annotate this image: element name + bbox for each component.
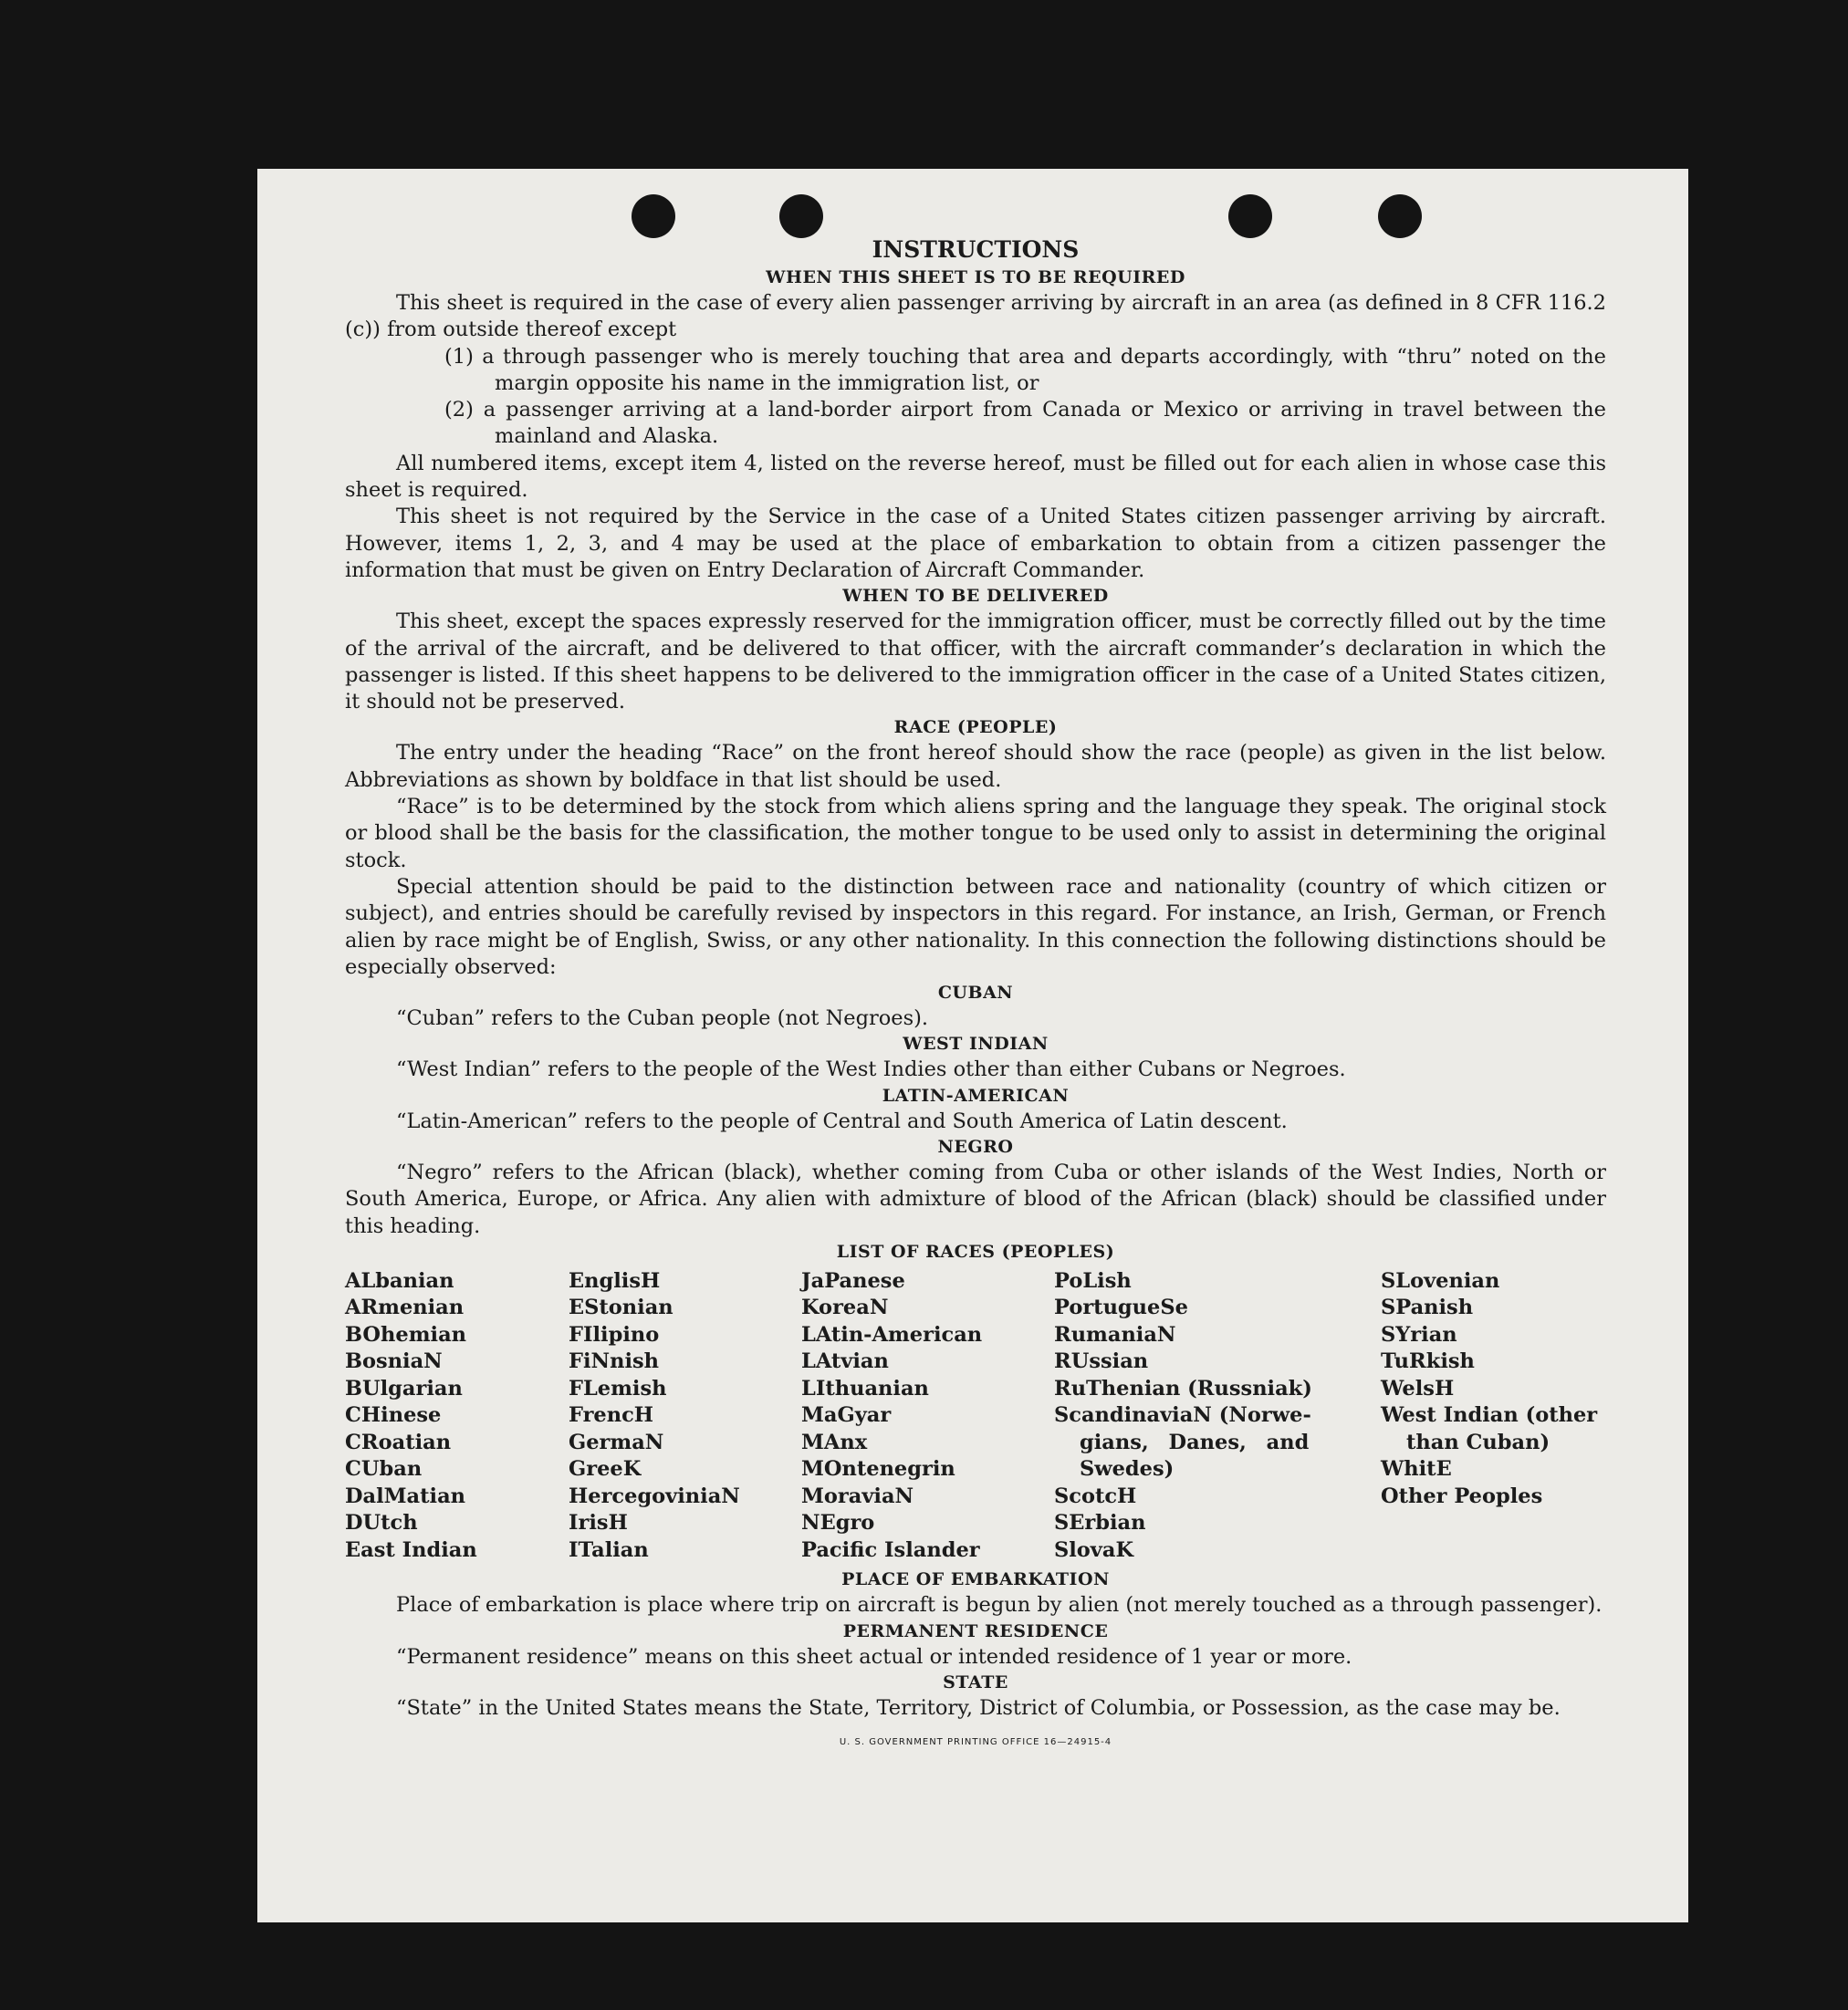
paragraph: “Race” is to be determined by the stock from which aliens spring and the language they speak. The original stock or blood shall be the basis for the classification, the mother tongue to be used only to assist in determining the original stock. <box>345 795 1606 872</box>
race-entry: PortugueSe <box>1054 1296 1188 1320</box>
section-heading: NEGRO <box>937 1137 1014 1158</box>
page-title: INSTRUCTIONS <box>872 236 1080 263</box>
race-entry: ARmenian <box>345 1296 465 1320</box>
section-heading: WEST INDIAN <box>903 1034 1049 1055</box>
punch-hole <box>779 194 823 238</box>
race-entry: ITalian <box>569 1537 649 1562</box>
races-column <box>801 1268 1054 1565</box>
race-entry: SPanish <box>1381 1296 1474 1320</box>
race-entry: Swedes) <box>1080 1457 1175 1482</box>
race-entry: LAtvian <box>801 1349 889 1374</box>
paragraph: The entry under the heading “Race” on the front hereof should show the race (people) as given in the list below. Abbreviations as shown by boldface in that list should be used. <box>345 741 1606 792</box>
race-entry: EnglisH <box>569 1268 661 1293</box>
paragraph: “State” in the United States means the State, Territory, District of Columbia, or Possession, as the case may be. <box>396 1696 1561 1720</box>
race-entry: EStonian <box>569 1296 673 1320</box>
race-entry: GreeK <box>569 1457 642 1482</box>
punch-hole <box>1378 194 1422 238</box>
race-entry: RuThenian (Russniak) <box>1054 1376 1312 1401</box>
race-entry: WelsH <box>1381 1376 1455 1401</box>
race-entry: West Indian (other <box>1381 1403 1598 1428</box>
race-entry: GermaN <box>569 1430 664 1454</box>
paragraph: Place of embarkation is place where trip on aircraft is begun by alien (not merely touched as a through passenger). <box>396 1593 1603 1618</box>
race-entry: DalMatian <box>345 1484 466 1508</box>
section-heading: CUBAN <box>937 983 1014 1004</box>
race-entry: East Indian <box>345 1537 477 1562</box>
race-entry: JaPanese <box>801 1268 905 1293</box>
definition: “Latin-American” refers to the people of Central and South America of Latin descent. <box>396 1109 1288 1133</box>
race-entry: WhitE <box>1381 1457 1452 1482</box>
punch-hole <box>632 194 675 238</box>
race-entry: PoLish <box>1054 1268 1132 1293</box>
definition: “West Indian” refers to the people of the West Indies other than either Cubans or Negroes. <box>396 1057 1346 1082</box>
race-entry: BosniaN <box>345 1349 443 1374</box>
paragraph: This sheet is not required by the Service in the case of a United States citizen passenger arriving by aircraft. However, items 1, 2, 3, and 4 may be used at the place of embarkation to obtain from a citizen passenger the information that must be given on Entry Declaration of Aircraft Commander. <box>345 505 1606 582</box>
race-entry: ScandinaviaN (Norwe- <box>1054 1403 1311 1428</box>
race-entry: LAtin-American <box>801 1322 983 1347</box>
race-entry: TuRkish <box>1381 1349 1475 1374</box>
races-column <box>1054 1268 1381 1565</box>
section-heading: LIST OF RACES (PEOPLES) <box>836 1241 1115 1262</box>
race-entry: FrencH <box>569 1403 654 1428</box>
punch-hole <box>1228 194 1272 238</box>
race-entry: ScotcH <box>1054 1484 1137 1508</box>
race-entry: RumaniaN <box>1054 1322 1176 1347</box>
race-entry: CRoatian <box>345 1430 452 1454</box>
race-entry: SYrian <box>1381 1322 1457 1347</box>
race-entry: IrisH <box>569 1511 628 1536</box>
race-entry: gians, Danes, and <box>1080 1430 1310 1454</box>
list-item: (1) a through passenger who is merely touching that area and departs accordingly, with “thru” noted on the margin opposite his name in the immigration list, or <box>444 344 1606 395</box>
race-entry: Other Peoples <box>1381 1484 1543 1508</box>
section-heading: RACE (PEOPLE) <box>893 717 1058 738</box>
race-entry: KoreaN <box>801 1296 889 1320</box>
race-entry: FLemish <box>569 1376 667 1401</box>
paragraph: This sheet, except the spaces expressly reserved for the immigration officer, must be correctly filled out by the time of the arrival of the aircraft, and be delivered to that officer, with the aircraft commander’s declaration in which the passenger is listed. If this sheet happens to be delivered to the immigration officer in the case of a United States citizen, it should not be preserved. <box>345 609 1606 714</box>
definition: “Cuban” refers to the Cuban people (not Negroes). <box>396 1006 929 1031</box>
race-entry: FIlipino <box>569 1322 660 1347</box>
printer-imprint: U. S. GOVERNMENT PRINTING OFFICE 16—24915-4 <box>839 1737 1112 1748</box>
race-entry: BOhemian <box>345 1322 467 1347</box>
race-entry: FiNnish <box>569 1349 660 1374</box>
races-column <box>1381 1268 1606 1565</box>
race-entry: MoraviaN <box>801 1484 914 1508</box>
section-heading: STATE <box>943 1672 1008 1692</box>
race-entry: CHinese <box>345 1403 442 1428</box>
race-entry: MaGyar <box>801 1403 892 1428</box>
paragraph: Special attention should be paid to the distinction between race and nationality (country of which citizen or subject), and entries should be carefully revised by inspectors in this regard. For instance, an Irish, German, or French alien by race might be of English, Swiss, or any other nationality. In this connection the following distinctions should be especially observed: <box>345 874 1606 979</box>
race-entry: DUtch <box>345 1511 418 1536</box>
paragraph: “Permanent residence” means on this sheet actual or intended residence of 1 year or more. <box>396 1644 1352 1669</box>
race-entry: CUban <box>345 1457 423 1482</box>
race-entry: LIthuanian <box>801 1376 929 1401</box>
section-heading: LATIN-AMERICAN <box>882 1085 1070 1106</box>
race-entry: than Cuban) <box>1406 1430 1550 1454</box>
race-entry: RUssian <box>1054 1349 1149 1374</box>
race-entry: HercegoviniaN <box>569 1484 740 1508</box>
paragraph: All numbered items, except item 4, listed on the reverse hereof, must be filled out for each alien in whose case this sheet is required. <box>345 451 1606 503</box>
instructions-content <box>345 234 1606 1756</box>
definition: “Negro” refers to the African (black), whether coming from Cuba or other islands of the West Indies, North or South America, Europe, or Africa. Any alien with admixture of blood of the African (black) should be classified under this heading. <box>345 1161 1606 1238</box>
race-entry: SlovaK <box>1054 1537 1134 1562</box>
section-heading: WHEN TO BE DELIVERED <box>842 586 1109 607</box>
race-entry: NEgro <box>801 1511 875 1536</box>
races-column <box>345 1268 569 1565</box>
section-heading: WHEN THIS SHEET IS TO BE REQUIRED <box>766 267 1185 287</box>
races-list <box>345 1268 1606 1565</box>
paragraph: This sheet is required in the case of every alien passenger arriving by aircraft in an area (as defined in 8 CFR 116.2 (c)) from outside thereof except <box>345 291 1606 342</box>
section-heading: PLACE OF EMBARKATION <box>841 1569 1110 1590</box>
race-entry: Pacific Islander <box>801 1537 980 1562</box>
document-page <box>257 169 1688 1922</box>
races-column <box>569 1268 801 1565</box>
race-entry: MOntenegrin <box>801 1457 955 1482</box>
list-item: (2) a passenger arriving at a land-border airport from Canada or Mexico or arriving in travel between the mainland and Alaska. <box>444 398 1606 449</box>
race-entry: BUlgarian <box>345 1376 463 1401</box>
section-heading: PERMANENT RESIDENCE <box>842 1620 1109 1641</box>
race-entry: SLovenian <box>1381 1268 1500 1293</box>
race-entry: ALbanian <box>345 1268 454 1293</box>
race-entry: SErbian <box>1054 1511 1146 1536</box>
race-entry: MAnx <box>801 1430 868 1454</box>
